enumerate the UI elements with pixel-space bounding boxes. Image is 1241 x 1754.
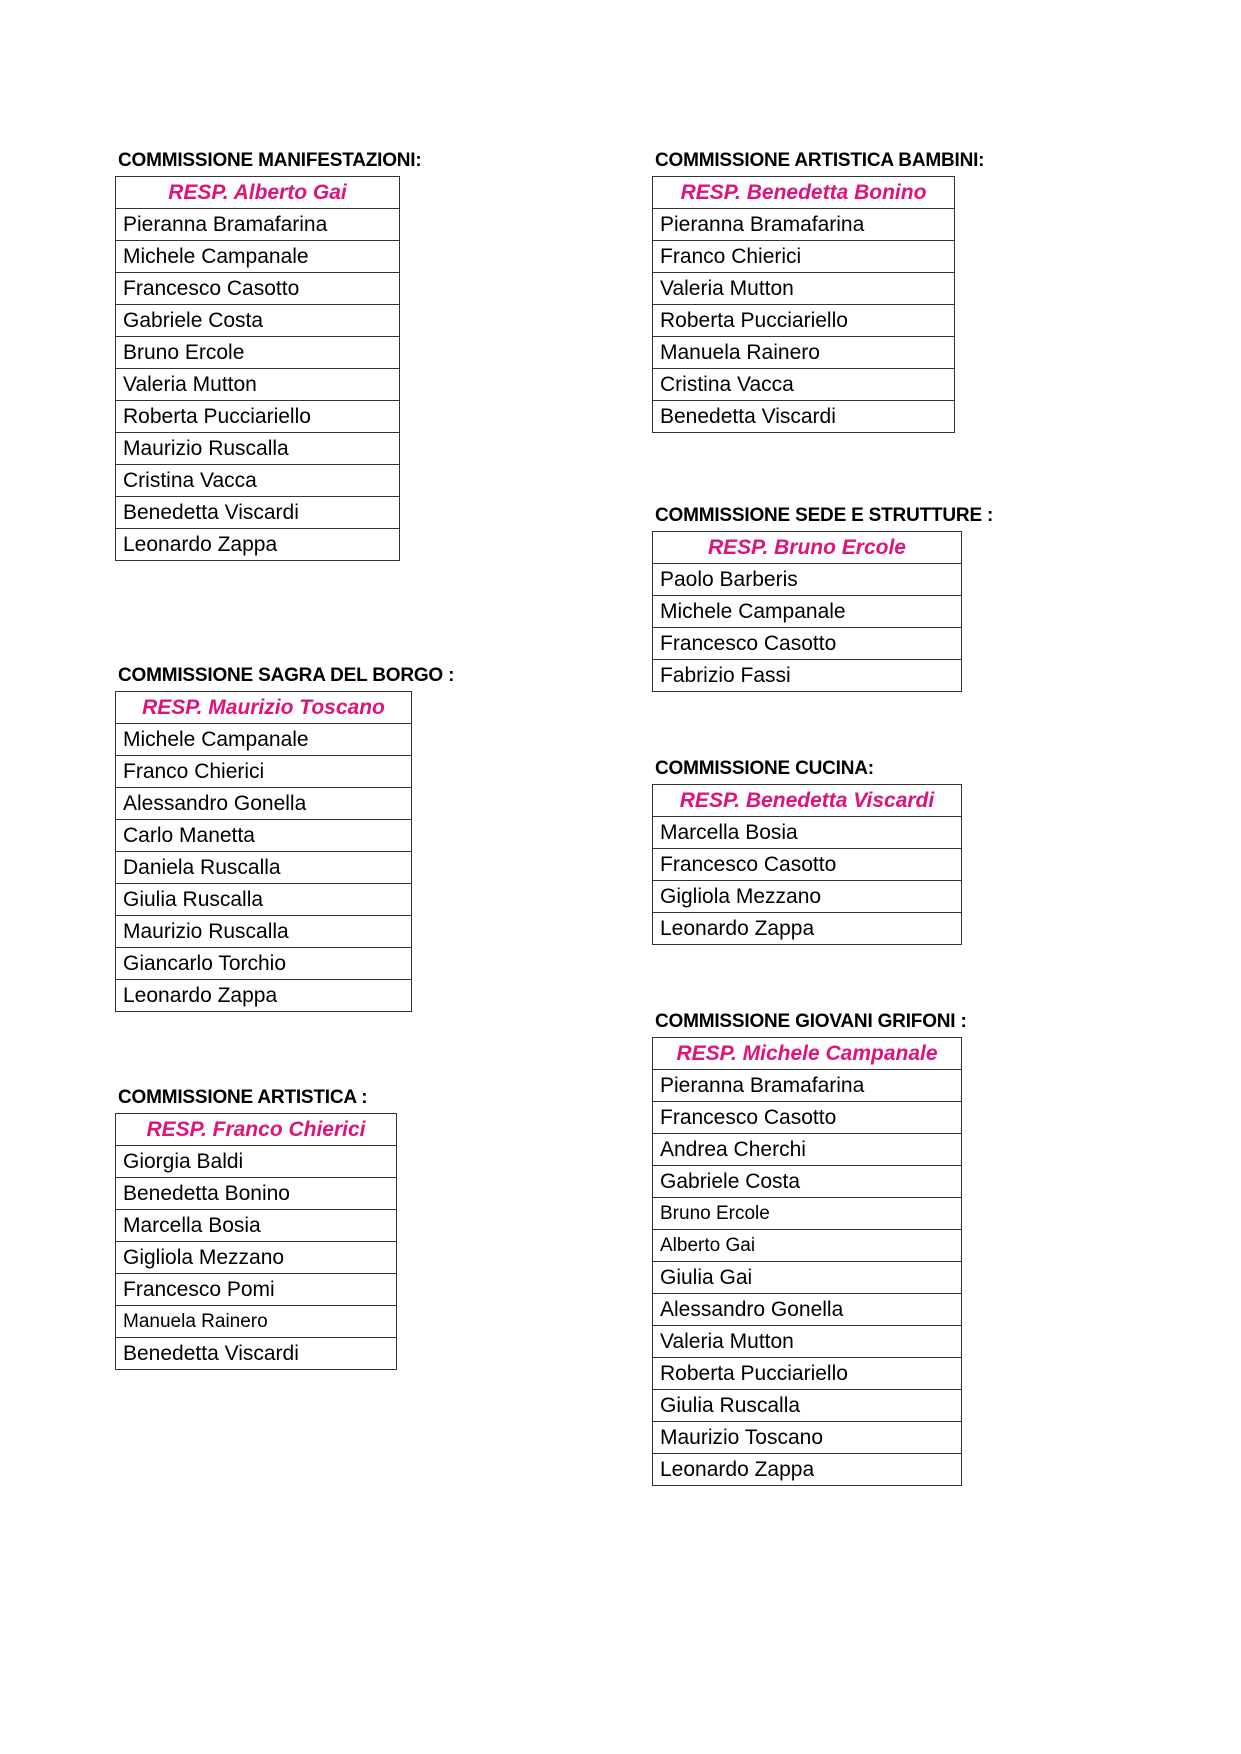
member-row [116,1210,397,1242]
members-table [652,784,962,945]
members-table [115,691,412,1012]
member-name: Valeria Mutton [116,369,400,401]
member-name: Bruno Ercole [653,1198,962,1230]
commission-artistica [115,1083,397,1370]
member-row [653,913,962,945]
member-name: Cristina Vacca [653,369,955,401]
member-row [116,724,412,756]
member-row [653,305,955,337]
member-row [116,756,412,788]
member-name: Franco Chierici [116,756,412,788]
member-row [116,401,400,433]
member-name: Gigliola Mezzano [116,1242,397,1274]
member-row [116,497,400,529]
member-row [116,305,400,337]
member-row [653,881,962,913]
member-name: Marcella Bosia [116,1210,397,1242]
member-name: Benedetta Viscardi [116,1338,397,1370]
resp-cell: RESP. Franco Chierici [116,1114,397,1146]
member-row [653,1070,962,1102]
member-name: Gigliola Mezzano [653,881,962,913]
member-name: Daniela Ruscalla [116,852,412,884]
member-name: Alessandro Gonella [653,1294,962,1326]
resp-cell: RESP. Benedetta Viscardi [653,785,962,817]
resp-row [653,177,955,209]
member-row [653,1166,962,1198]
member-name: Pieranna Bramafarina [116,209,400,241]
resp-cell: RESP. Alberto Gai [116,177,400,209]
member-name: Roberta Pucciariello [116,401,400,433]
member-name: Valeria Mutton [653,273,955,305]
member-row [653,369,955,401]
resp-cell: RESP. Benedetta Bonino [653,177,955,209]
member-row [653,596,962,628]
member-row [653,337,955,369]
member-row [116,1178,397,1210]
member-name: Francesco Casotto [116,273,400,305]
member-row [116,369,400,401]
member-row [116,337,400,369]
resp-row [116,692,412,724]
member-row [116,1338,397,1370]
member-row [116,948,412,980]
commission-sagra-borgo [115,661,454,1012]
commission-title: COMMISSIONE CUCINA: [655,758,874,779]
member-name: Leonardo Zappa [116,529,400,561]
member-row [653,849,962,881]
member-row [116,209,400,241]
member-row [653,1294,962,1326]
member-row [116,820,412,852]
member-name: Benedetta Bonino [116,1178,397,1210]
member-name: Manuela Rainero [653,337,955,369]
member-row [653,1454,962,1486]
member-name: Manuela Rainero [116,1306,397,1338]
commission-cucina [652,754,962,945]
member-row [653,1326,962,1358]
commission-artistica-bambini [652,146,984,433]
commission-title: COMMISSIONE SEDE E STRUTTURE : [655,505,994,526]
member-name: Andrea Cherchi [653,1134,962,1166]
member-name: Roberta Pucciariello [653,1358,962,1390]
member-name: Benedetta Viscardi [653,401,955,433]
member-name: Carlo Manetta [116,820,412,852]
member-row [116,433,400,465]
member-name: Michele Campanale [653,596,962,628]
members-table [115,1113,397,1370]
member-row [116,788,412,820]
member-row [653,1134,962,1166]
member-row [653,1230,962,1262]
resp-row [116,177,400,209]
member-row [116,980,412,1012]
members-table [652,176,955,433]
member-name: Gabriele Costa [116,305,400,337]
resp-cell: RESP. Michele Campanale [653,1038,962,1070]
member-name: Giulia Ruscalla [653,1390,962,1422]
member-name: Giulia Ruscalla [116,884,412,916]
member-name: Leonardo Zappa [653,913,962,945]
member-row [116,884,412,916]
members-table [652,1037,962,1486]
member-row [116,1146,397,1178]
member-name: Roberta Pucciariello [653,305,955,337]
member-row [116,529,400,561]
resp-row [116,1114,397,1146]
member-name: Giancarlo Torchio [116,948,412,980]
member-name: Cristina Vacca [116,465,400,497]
commission-giovani-grifoni [652,1007,967,1486]
member-row [653,660,962,692]
member-row [116,241,400,273]
member-row [116,1306,397,1338]
member-name: Maurizio Ruscalla [116,433,400,465]
member-name: Benedetta Viscardi [116,497,400,529]
member-name: Pieranna Bramafarina [653,1070,962,1102]
member-name: Gabriele Costa [653,1166,962,1198]
member-row [116,273,400,305]
commission-sede-strutture [652,501,993,692]
commission-title: COMMISSIONE MANIFESTAZIONI: [118,150,422,171]
member-row [116,1242,397,1274]
member-name: Michele Campanale [116,724,412,756]
member-row [653,1262,962,1294]
member-name: Franco Chierici [653,241,955,273]
member-name: Giorgia Baldi [116,1146,397,1178]
member-name: Michele Campanale [116,241,400,273]
member-row [653,1198,962,1230]
member-row [116,852,412,884]
member-row [116,916,412,948]
commission-title: COMMISSIONE ARTISTICA : [118,1087,368,1108]
member-row [653,209,955,241]
member-row [653,401,955,433]
resp-row [653,532,962,564]
member-name: Alberto Gai [653,1230,962,1262]
member-row [653,1390,962,1422]
member-name: Alessandro Gonella [116,788,412,820]
resp-cell: RESP. Maurizio Toscano [116,692,412,724]
member-name: Francesco Pomi [116,1274,397,1306]
members-table [652,531,962,692]
member-row [116,465,400,497]
member-row [653,564,962,596]
member-name: Fabrizio Fassi [653,660,962,692]
member-name: Valeria Mutton [653,1326,962,1358]
commission-manifestazioni [115,146,422,561]
member-name: Marcella Bosia [653,817,962,849]
commission-title: COMMISSIONE ARTISTICA BAMBINI: [655,150,985,171]
members-table [115,176,400,561]
member-row [116,1274,397,1306]
commission-title: COMMISSIONE SAGRA DEL BORGO : [118,665,455,686]
resp-row [653,785,962,817]
member-row [653,273,955,305]
member-name: Leonardo Zappa [116,980,412,1012]
member-name: Francesco Casotto [653,1102,962,1134]
member-name: Maurizio Ruscalla [116,916,412,948]
member-name: Bruno Ercole [116,337,400,369]
member-name: Francesco Casotto [653,849,962,881]
resp-cell: RESP. Bruno Ercole [653,532,962,564]
commission-title: COMMISSIONE GIOVANI GRIFONI : [655,1011,967,1032]
member-name: Paolo Barberis [653,564,962,596]
member-row [653,817,962,849]
member-row [653,1102,962,1134]
resp-row [653,1038,962,1070]
member-row [653,628,962,660]
member-row [653,1422,962,1454]
member-name: Maurizio Toscano [653,1422,962,1454]
member-row [653,1358,962,1390]
member-name: Giulia Gai [653,1262,962,1294]
member-name: Leonardo Zappa [653,1454,962,1486]
member-name: Francesco Casotto [653,628,962,660]
member-row [653,241,955,273]
member-name: Pieranna Bramafarina [653,209,955,241]
